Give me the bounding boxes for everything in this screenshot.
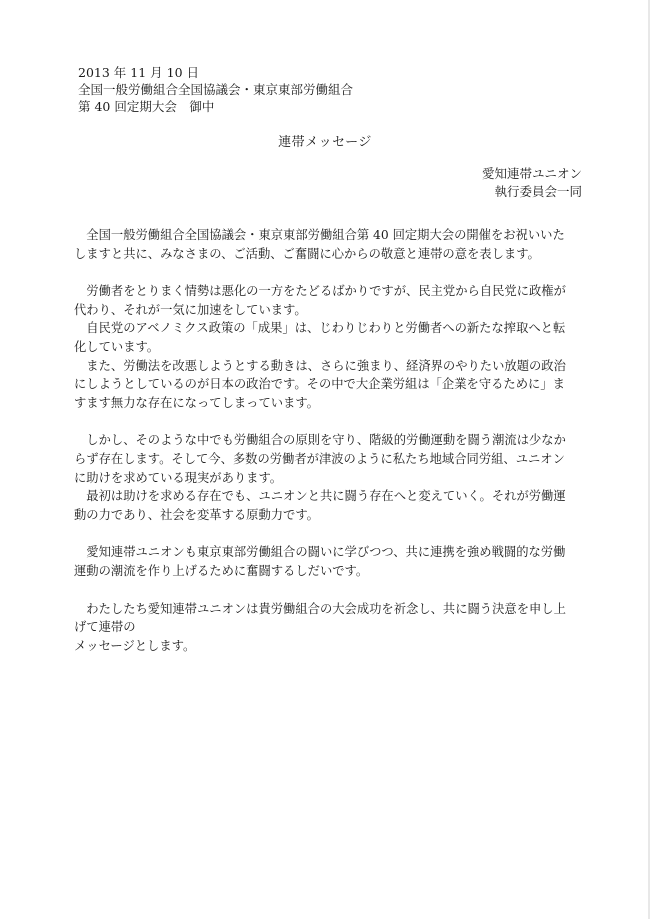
body-line: 最初は助けを求める存在でも、ユニオンと共に闘う存在へと変えていく。それが労働運 — [74, 489, 566, 504]
addressee-organization: 全国一般労働組合全国協議会・東京東部労働組合 — [78, 82, 354, 97]
body-line: 自民党のアベノミクス政策の「成果」は、じわりじわりと労働者への新たな搾取へと転 — [74, 321, 566, 336]
addressee-block — [78, 64, 353, 115]
letter-date: 2013 年 11 月 10 日 — [78, 65, 199, 80]
sender-committee: 執行委員会一同 — [494, 184, 582, 199]
body-line: また、労働法を改悪しようとする動きは、さらに強まり、経済界のやりたい放題の政治 — [74, 358, 566, 373]
body-line: にしようとしているのが日本の政治です。その中で大企業労組は「企業を守るために」ま — [74, 377, 565, 392]
addressee-meeting: 第 40 回定期大会 御中 — [78, 99, 215, 114]
sender-organization: 愛知連帯ユニオン — [481, 166, 582, 181]
letter-body — [74, 226, 590, 674]
paragraph-cooperation — [74, 543, 590, 580]
sender-block — [482, 165, 582, 201]
body-line: メッセージとします。 — [74, 638, 196, 653]
body-line: 代わり、それが一気に加速をしています。 — [74, 302, 307, 317]
paragraph-situation — [74, 282, 590, 412]
paragraph-movement — [74, 431, 590, 524]
body-line: 愛知連帯ユニオンも東京東部労働組合の闘いに学びつつ、共に連携を強め戦闘的な労働 — [74, 545, 566, 560]
body-line: しますと共に、みなさまの、ご活動、ご奮闘に心からの敬意と連帯の意を表します。 — [74, 246, 540, 261]
body-line: 運動の潮流を作り上げるために奮闘するしだいです。 — [74, 563, 369, 578]
body-line: 全国一般労働組合全国協議会・東京東部労働組合第 40 回定期大会の開催をお祝いいた — [74, 228, 565, 242]
body-line: 化しています。 — [74, 339, 160, 354]
paragraph-closing — [74, 600, 590, 656]
letter-title: 連帯メッセージ — [278, 135, 372, 150]
paragraph-congratulations — [74, 226, 590, 263]
body-line: すます無力な存在になってしまっています。 — [74, 395, 319, 410]
body-line: 動の力であり、社会を変革する原動力です。 — [74, 507, 319, 522]
body-line: しかし、そのような中でも労働組合の原則を守り、階級的労働運動を闘う潮流は少なか — [74, 433, 566, 448]
body-line: に助けを求めている現実があります。 — [74, 470, 283, 485]
body-line: げて連帯の — [74, 620, 136, 635]
body-line: らず存在します。そして今、多数の労働者が津波のように私たち地域合同労組、ユニオン — [74, 451, 565, 466]
body-line: 労働者をとりまく情勢は悪化の一方をたどるばかりですが、民主党から自民党に政権が — [74, 284, 566, 299]
body-line: わたしたち愛知連帯ユニオンは貴労働組合の大会成功を祈念し、共に闘う決意を申し上 — [74, 601, 566, 616]
